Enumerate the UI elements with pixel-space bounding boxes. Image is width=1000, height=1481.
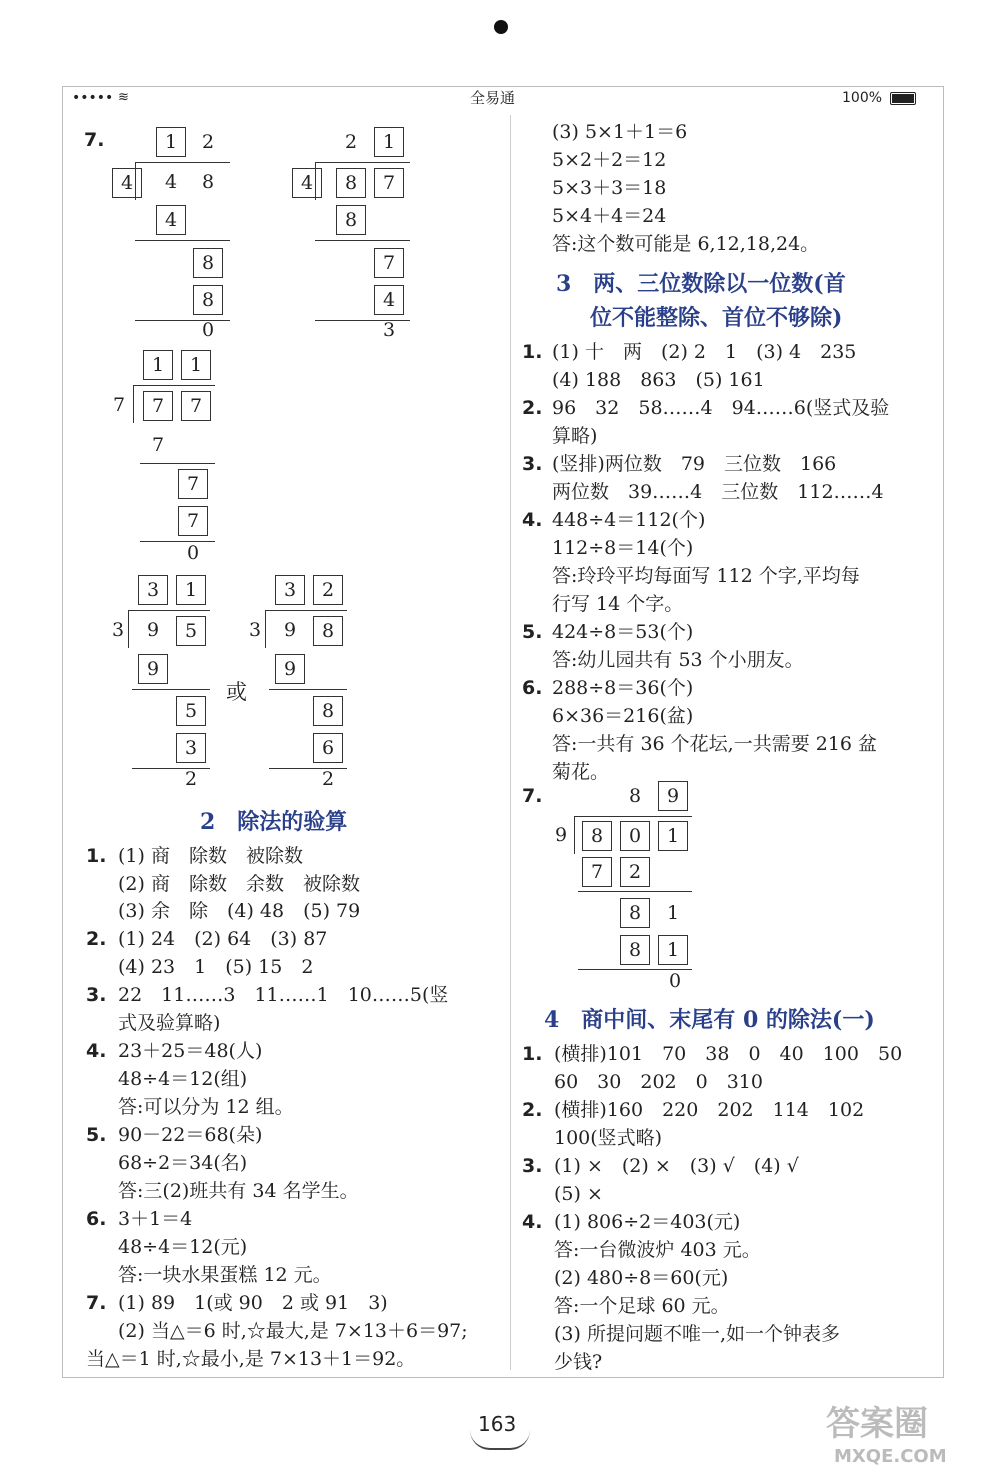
answer-line: 行写 14 个字。: [552, 593, 684, 615]
dividend-box: 7: [181, 391, 211, 421]
quotient-box: 3: [275, 575, 305, 605]
dividend-digit: 8: [201, 171, 215, 193]
quotient-digit: 2: [344, 131, 358, 153]
answer-line: (2) 当△＝6 时,☆最大,是 7×13＋6＝97;: [118, 1320, 468, 1342]
answer-line: 424÷8＝53(个): [552, 621, 694, 643]
section-3-title: 3 两、三位数除以一位数(首: [556, 271, 846, 297]
product-box: 2: [620, 857, 650, 887]
item-number: 7.: [86, 1292, 107, 1314]
q7-label: 7.: [84, 129, 105, 151]
answer-line: 答:一共有 36 个花坛,一共需要 216 盆: [552, 733, 878, 755]
quotient-box: 1: [143, 350, 173, 380]
answer-line: (2) 480÷8＝60(元): [554, 1267, 729, 1289]
bringdown-box: 7: [178, 469, 208, 499]
product-box: 8: [336, 205, 366, 235]
item-number: 3.: [86, 984, 107, 1006]
item-number: 3.: [522, 1155, 543, 1177]
quotient-box: 1: [156, 127, 186, 157]
answer-line: (1) 89 1(或 90 2 或 91 3): [118, 1292, 388, 1314]
answer-line: 3＋1＝4: [118, 1208, 193, 1230]
item-number: 5.: [522, 621, 543, 643]
answer-line: 菊花。: [552, 761, 610, 783]
answer-line: (1) 806÷2＝403(元): [554, 1211, 741, 1233]
product-box: 7: [178, 506, 208, 536]
item-number: 5.: [86, 1124, 107, 1146]
answer-line: 答:一个足球 60 元。: [554, 1295, 730, 1317]
divisor: 7: [112, 394, 126, 416]
bringdown-box: 8: [313, 696, 343, 726]
remainder: 0: [668, 970, 682, 992]
product-box: 4: [374, 285, 404, 315]
remainder: 2: [184, 768, 198, 790]
remainder: 2: [321, 768, 335, 790]
answer-line: (横排)101 70 38 0 40 100 50: [554, 1043, 903, 1065]
divisor-box: 4: [292, 168, 322, 198]
bringdown-box: 5: [176, 696, 206, 726]
answer-line: 6×36＝216(盆): [552, 705, 694, 727]
answer-line: (5) ×: [554, 1183, 603, 1205]
answer-line: (1) × (2) × (3) √ (4) √: [554, 1155, 799, 1177]
answer-line: 48÷4＝12(组): [118, 1068, 248, 1090]
answer-line: 112÷8＝14(个): [552, 537, 694, 559]
bringdown-box: 8: [193, 248, 223, 278]
remainder: 3: [382, 319, 396, 341]
dividend-box: 5: [176, 616, 206, 646]
answer-line: 答:玲玲平均每面写 112 个字,平均每: [552, 565, 860, 587]
dividend-box: 8: [582, 821, 612, 851]
product-box: 3: [176, 733, 206, 763]
answer-line: (3) 5×1＋1＝6: [552, 121, 688, 143]
item-number: 6.: [86, 1208, 107, 1230]
or-text: 或: [226, 680, 247, 704]
product-box: 1: [658, 935, 688, 965]
item-number: 2.: [522, 1099, 543, 1121]
product-digit: 7: [151, 434, 165, 456]
app-title: 全易通: [470, 89, 516, 107]
answer-line: 100(竖式略): [554, 1127, 663, 1149]
section-4-title: 4 商中间、末尾有 0 的除法(一): [544, 1007, 875, 1033]
bringdown-box: 7: [374, 248, 404, 278]
section-3-title-line2: 位不能整除、首位不够除): [590, 305, 843, 331]
answer-line: (4) 188 863 (5) 161: [552, 369, 765, 391]
battery-percent: 100%: [842, 90, 883, 106]
answer-line: 答:三(2)班共有 34 名学生。: [118, 1180, 359, 1202]
section-2-title: 2 除法的验算: [200, 809, 348, 835]
answer-line: (2) 商 除数 余数 被除数: [118, 873, 360, 895]
answer-line: (横排)160 220 202 114 102: [554, 1099, 865, 1121]
quotient-digit: 2: [201, 131, 215, 153]
product-box: 6: [313, 733, 343, 763]
answer-line: 式及验算略): [118, 1012, 221, 1034]
remainder: 0: [201, 319, 215, 341]
dividend-box: 7: [374, 168, 404, 198]
dividend-box: 8: [336, 168, 366, 198]
item-number: 3.: [522, 453, 543, 475]
item-number: 6.: [522, 677, 543, 699]
answer-line: 答:这个数可能是 6,12,18,24。: [552, 233, 820, 255]
item-number: 1.: [522, 341, 543, 363]
quotient-box: 2: [313, 575, 343, 605]
page-number: 163: [478, 1412, 517, 1436]
quotient-box: 1: [181, 350, 211, 380]
answer-line: 23＋25＝48(人): [118, 1040, 263, 1062]
page-number-arc: [470, 1430, 530, 1450]
watermark-url: MXQE.COM: [834, 1446, 947, 1467]
divisor: 3: [111, 619, 125, 641]
item-number: 4.: [522, 1211, 543, 1233]
quotient-box: 1: [176, 575, 206, 605]
answer-line: 算略): [552, 425, 598, 447]
answer-line: (竖排)两位数 79 三位数 166: [552, 453, 837, 475]
item-number: 4.: [522, 509, 543, 531]
product-box: 4: [156, 205, 186, 235]
answer-line: 5×3＋3＝18: [552, 177, 667, 199]
answer-line: 答:可以分为 12 组。: [118, 1096, 294, 1118]
column-divider: [510, 115, 511, 1370]
answer-line: 5×4＋4＝24: [552, 205, 667, 227]
dividend-box: 7: [143, 391, 173, 421]
watermark-logo: 答案圈: [826, 1404, 928, 1444]
divisor: 9: [554, 824, 568, 846]
product-box: 9: [275, 654, 305, 684]
answer-line: 96 32 58……4 94……6(竖式及验: [552, 397, 890, 419]
signal-indicator: •••••: [72, 90, 114, 106]
answer-line: 当△＝1 时,☆最小,是 7×13＋1＝92。: [86, 1348, 416, 1370]
answer-line: 答:幼儿园共有 53 个小朋友。: [552, 649, 804, 671]
answer-line: (1) 商 除数 被除数: [118, 845, 303, 867]
dividend-digit: 9: [283, 619, 297, 641]
answer-line: 22 11……3 11……1 10……5(竖: [118, 984, 449, 1006]
answer-line: 448÷4＝112(个): [552, 509, 706, 531]
wifi-icon: ≋: [118, 90, 129, 105]
divisor: 3: [248, 619, 262, 641]
answer-line: 答:一台微波炉 403 元。: [554, 1239, 761, 1261]
item-number: 1.: [86, 845, 107, 867]
item-number: 2.: [86, 928, 107, 950]
answer-line: 60 30 202 0 310: [554, 1071, 763, 1093]
dividend-box: 1: [658, 821, 688, 851]
dividend-box: 8: [313, 616, 343, 646]
item-number: 2.: [522, 397, 543, 419]
item-number: 4.: [86, 1040, 107, 1062]
quotient-box: 1: [374, 127, 404, 157]
divisor-box: 4: [112, 168, 142, 198]
remainder: 0: [186, 542, 200, 564]
answer-line: 90－22＝68(朵): [118, 1124, 263, 1146]
answer-line: 48÷4＝12(元): [118, 1236, 248, 1258]
quotient-box: 9: [658, 781, 688, 811]
answer-line: 5×2＋2＝12: [552, 149, 667, 171]
answer-line: (1) 24 (2) 64 (3) 87: [118, 928, 328, 950]
product-box: 8: [193, 285, 223, 315]
answer-line: 少钱?: [554, 1351, 603, 1373]
dividend-box: 0: [620, 821, 650, 851]
bringdown-digit: 1: [666, 902, 680, 924]
q7-label: 7.: [522, 785, 543, 807]
dividend-digit: 9: [146, 619, 160, 641]
item-number: 1.: [522, 1043, 543, 1065]
product-box: 9: [138, 654, 168, 684]
answer-line: 答:一块水果蛋糕 12 元。: [118, 1264, 332, 1286]
quotient-digit: 8: [628, 785, 642, 807]
top-dot: [494, 20, 508, 34]
dividend-digit: 4: [164, 171, 178, 193]
answer-line: (3) 余 除 (4) 48 (5) 79: [118, 900, 361, 922]
answer-line: 68÷2＝34(名): [118, 1152, 248, 1174]
answer-line: (4) 23 1 (5) 15 2: [118, 956, 314, 978]
answer-line: 288÷8＝36(个): [552, 677, 694, 699]
answer-line: 两位数 39……4 三位数 112……4: [552, 481, 884, 503]
answer-line: (3) 所提问题不唯一,如一个钟表多: [554, 1323, 840, 1345]
product-box: 8: [620, 935, 650, 965]
answer-line: (1) 十 两 (2) 2 1 (3) 4 235: [552, 341, 857, 363]
product-box: 7: [582, 857, 612, 887]
bringdown-box: 8: [620, 898, 650, 928]
quotient-box: 3: [138, 575, 168, 605]
